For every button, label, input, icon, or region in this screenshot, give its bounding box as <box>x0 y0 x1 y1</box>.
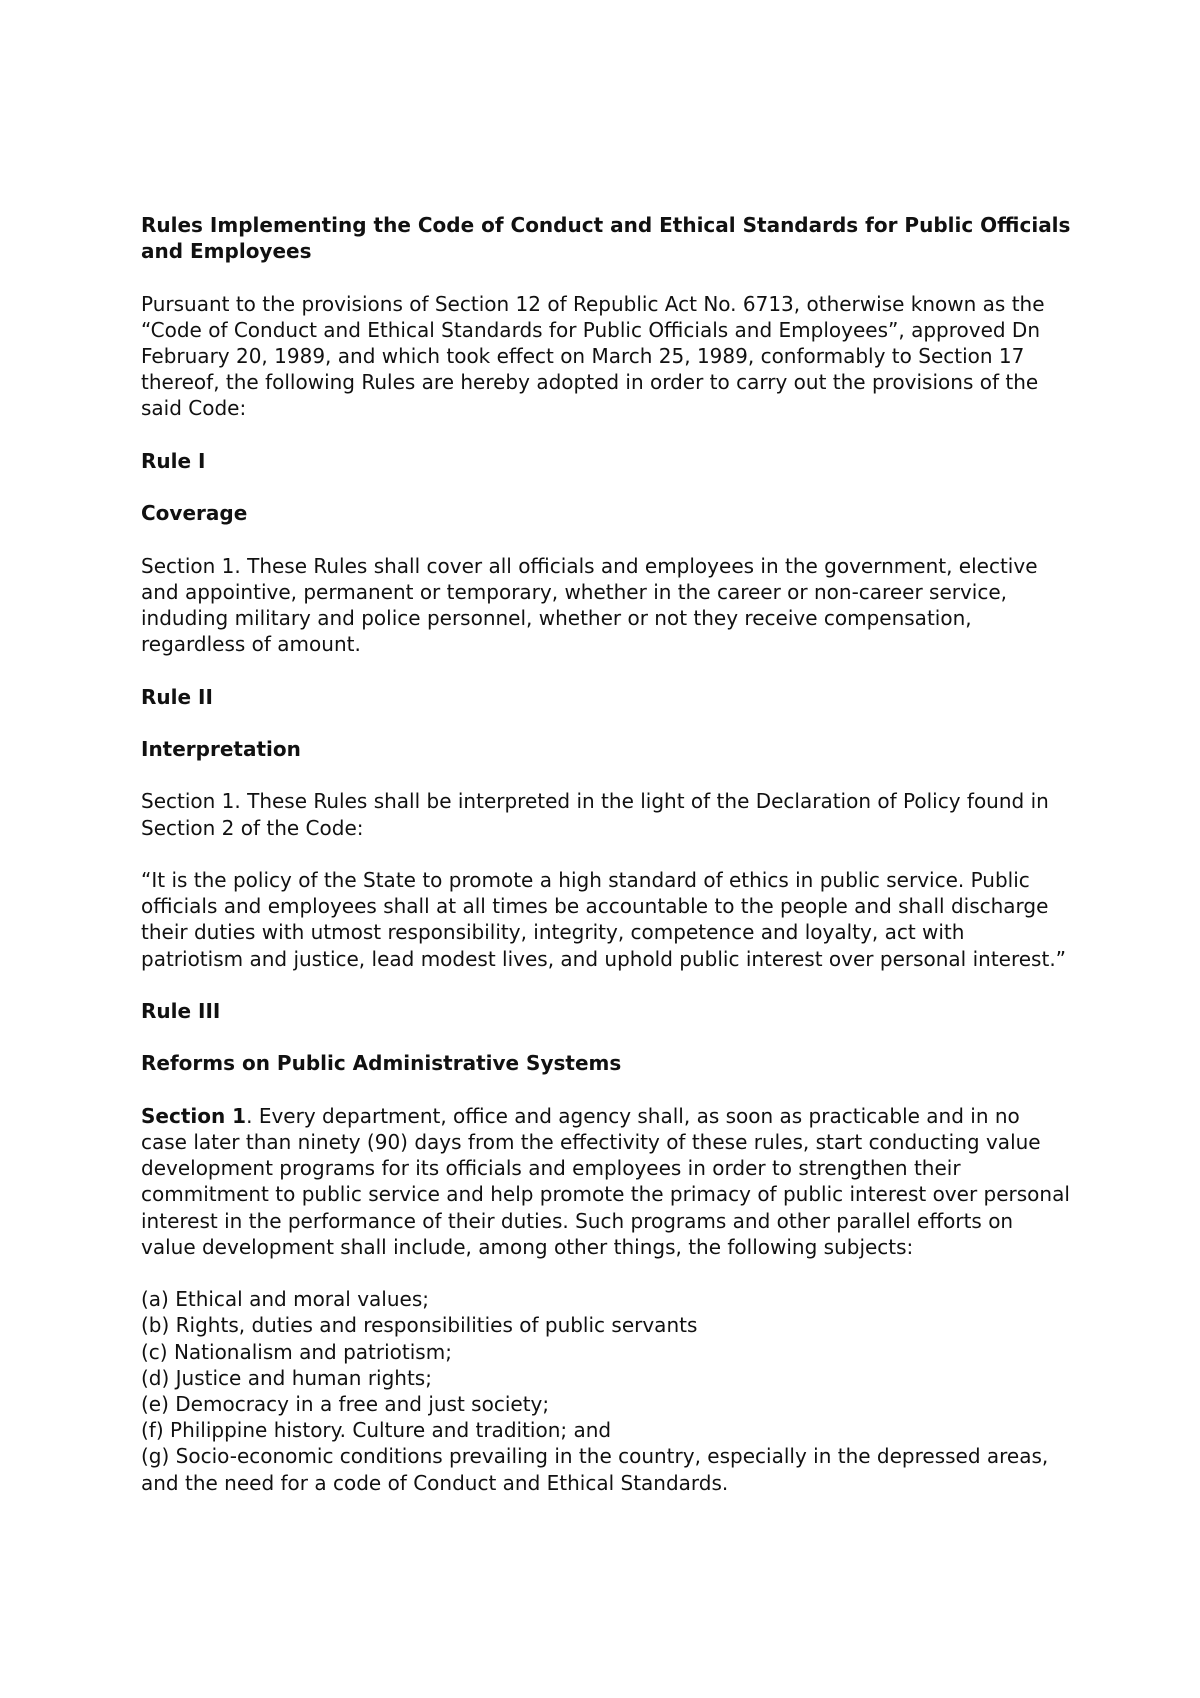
document-page <box>141 212 1071 1496</box>
list-item: (a) Ethical and moral values; <box>141 1287 429 1312</box>
document-title: Rules Implementing the Code of Conduct and Ethical Standards for Public Officials and Employees <box>141 213 1071 264</box>
value-subjects-list <box>141 1286 1071 1496</box>
list-item: (c) Nationalism and patriotism; <box>141 1339 452 1364</box>
list-item: (d) Justice and human rights; <box>141 1365 432 1390</box>
list-item: (b) Rights, duties and responsibilities of public servants <box>141 1313 698 1338</box>
rule-1-heading: Coverage <box>141 501 248 526</box>
rule-3-section-1-text: . Every department, office and agency shall, as soon as practicable and in no case later than ninety (90) days from the effectivity of these rules, start conducting value development programs for its officials and employees in order to strengthen their commitment to public service and help promote the primacy of public interest over personal interest in the performance of their duties. Such programs and other parallel efforts on value development shall include, among other things, the following subjects: <box>141 1103 1070 1259</box>
list-item: (e) Democracy in a free and just society; <box>141 1391 550 1416</box>
rule-1-section-1: Section 1. These Rules shall cover all officials and employees in the government, elective and appointive, permanent or temporary, whether in the career or non-career service, induding military and police personnel, whether or not they receive compensation, regardless of amount. <box>141 553 1038 657</box>
rule-3-section-1 <box>141 1103 1071 1260</box>
rule-2-section-1: Section 1. These Rules shall be interpreted in the light of the Declaration of Policy found in Section 2 of the Code: <box>141 789 1049 840</box>
rule-3-heading: Reforms on Public Administrative Systems <box>141 1051 622 1076</box>
policy-quote: “It is the policy of the State to promote a high standard of ethics in public service. Public officials and employees shall at all times be accountable to the people and shall discharge their duties with utmost responsibility, integrity, competence and loyalty, act with patriotism and justice, lead modest lives, and uphold public interest over personal interest.” <box>141 867 1067 971</box>
rule-3-label: Rule III <box>141 998 221 1023</box>
list-item: (f) Philippine history. Culture and tradition; and <box>141 1418 612 1443</box>
preamble-paragraph: Pursuant to the provisions of Section 12 of Republic Act No. 6713, otherwise known as the “Code of Conduct and Ethical Standards for Public Officials and Employees”, approved Dn February 20, 1989, and which took effect on March 25, 1989, conformably to Section 17 thereof, the following Rules are hereby adopted in order to carry out the provisions of the said Code: <box>141 291 1045 421</box>
rule-3-section-1-label: Section 1 <box>141 1103 247 1128</box>
list-item: (g) Socio-economic conditions prevailing in the country, especially in the depressed areas, and the need for a code of Conduct and Ethical Standards. <box>141 1444 1049 1495</box>
rule-2-heading: Interpretation <box>141 736 301 761</box>
rule-2-label: Rule II <box>141 684 213 709</box>
rule-1-label: Rule I <box>141 448 206 473</box>
